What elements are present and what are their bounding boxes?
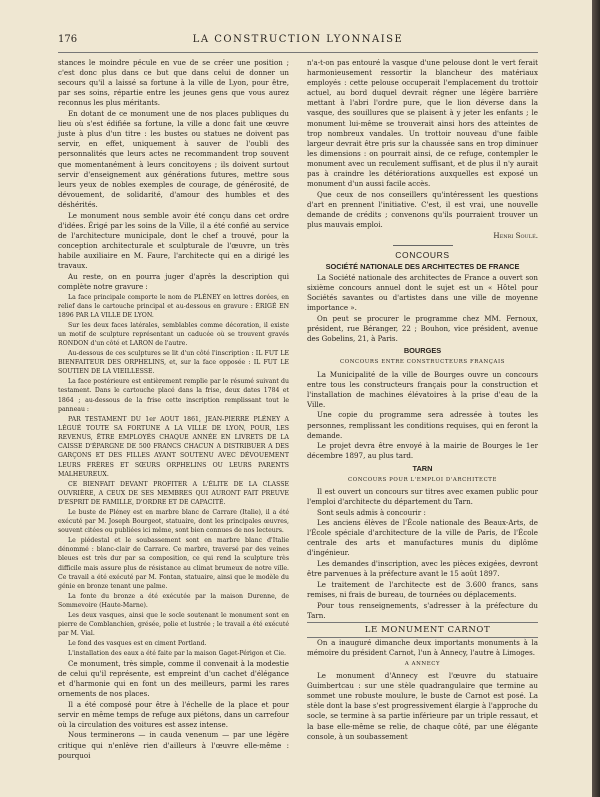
paragraph: Le projet devra être envoyé à la mairie de Bourges le 1er décembre 1897, au plus tard. <box>307 441 538 461</box>
subheading-bourges-detail: CONCOURS ENTRE CONSTRUCTEURS FRANÇAIS <box>339 359 506 366</box>
paragraph: Que ceux de nos conseillers qu'intéressent les questions d'art en prennent l'initiative. C'est, il est vrai, une nouvelle demande de crédits ; convenons qu'ils pourraient trouver un plus mauvais emploi. <box>307 189 538 230</box>
paragraph: Sont seuls admis à concourir : <box>317 507 426 517</box>
paragraph: Le traitement de l'architecte est de 3.600 francs, sans remises, ni frais de bureau, de tournées ou déplacements. <box>307 579 538 600</box>
description-paragraph: La face postérieure est entièrement remplie par le résumé suivant du testament. Dans le cartouche placé dans la frise, deux dates 1784 et 1864 ; au-dessous de la frise cette inscription remplissant tout le panneau : <box>58 378 289 413</box>
subheading-snaf: SOCIÉTÉ NATIONALE DES ARCHITECTES DE FRANCE <box>325 261 520 271</box>
description-paragraph: La fonte du bronze a été exécutée par la maison Durenne, de Sommevoire (Haute-Marne). <box>58 592 289 609</box>
paragraph: Au reste, on en pourra juger d'après la description qui complète notre gravure : <box>58 271 289 291</box>
header-rule <box>58 52 538 53</box>
description-paragraph: Les deux vasques, ainsi que le socle soutenant le monument sont en pierre de Comblanchien, grésée, polie et lustrée ; le travail a été exécuté par M. Vial. <box>58 611 289 638</box>
section-divider <box>393 245 453 246</box>
section-heading-concours: CONCOURS <box>395 249 450 260</box>
paragraph: Nous terminerons — in cauda venenum — par une légère critique qui n'enlève rien d'ailleurs à l'œuvre elle-même : pourquoi <box>58 730 289 760</box>
paragraph: stances le moindre pécule en vue de se créer une position ; c'est donc plus dans ce but que dans celui de donner un secours qu'il a laissé sa fortune à la ville de Lyon, pour être, par ses soins, répartie entre les jeunes gens que vous aurez reconnus les plus méritants. <box>58 58 289 108</box>
paragraph: Les anciens élèves de l'École nationale des Beaux-Arts, de l'École spéciale d'architecture de la ville de Paris, de l'École centrale des arts et manufactures munis du diplôme d'ingénieur. <box>307 518 538 558</box>
description-paragraph: La face principale comporte le nom de PLÉNEY en lettres dorées, en relief dans le cartouche principal et au-dessous en gravure : ÉRIGÉ EN 1896 PAR LA VILLE DE LYON. <box>58 293 289 319</box>
page-number: 176 <box>58 34 78 45</box>
paragraph: Le monument d'Annecy est l'œuvre du statuaire Guimbertcau : sur une stèle quadrangulaire que termine au sommet une robuste moulure, le buste de Carnot est posé. La stèle dont la base s'est progressivement élargie à l'approche du socle, se termine à sa partie inférieure par un triple ressaut, et la base elle-même se relie, de chaque côté, par une élégante console, à un soubassement <box>307 671 538 741</box>
paragraph: Les demandes d'inscription, avec les pièces exigées, devront être parvenues à la préfecture avant le 15 août 1897. <box>307 559 538 579</box>
paragraph: Une copie du programme sera adressée à toutes les personnes, remplissant les conditions requises, qui en feront la demande. <box>307 410 538 440</box>
description-paragraph: Sur les deux faces latérales, semblables comme décoration, il existe un motif de sculpture représentant un caducée où se trouvent gravés RONDON d'un côté et LARON de l'autre. <box>58 321 289 348</box>
subheading-tarn-detail: CONCOURS POUR L'EMPLOI D'ARCHITECTE <box>347 476 498 483</box>
paragraph: La Société nationale des architectes de France a ouvert son sixième concours annuel dont le sujet est un « Hôtel pour Sociétés savantes ou d'artistes dans une ville de moyenne importance ». <box>307 273 538 313</box>
paragraph: En dotant de ce monument une de nos places publiques du lieu où s'est édifiée sa fortune, la ville a donc fait une œuvre juste à plus d'un titre : les bustes ou statues ne doivent pas servir, en effet, uniquement à sauver de l'oubli des personnalités que leurs actes ne recommandent trop souvent que momentanément à leurs concitoyens ; ils doivent surtout servir d'enseignement aux générations futures, mettre sous leurs yeux de nobles exemples de courage, de générosité, de dévouement, de solidarité, d'amour des humbles et des déshérités. <box>58 109 289 209</box>
paragraph: La Municipalité de la ville de Bourges ouvre un concours entre tous les constructeurs français pour la construction et l'installation de machines élévatoires à la prise d'eau de la Ville. <box>307 369 538 409</box>
left-column <box>58 58 289 761</box>
description-paragraph: Le buste de Pléney est en marbre blanc de Carrare (Italie), il a été exécuté par M. Joseph Bourgeot, statuaire, dont les principales œuvres, souvent citées ou publiées ici même, sont bien connues de nos lecteurs. <box>58 508 289 535</box>
paragraph: On a inauguré dimanche deux importants monuments à la mémoire du président Carnot, l'un à Annecy, l'autre à Limoges. <box>307 638 538 658</box>
subheading-annecy: A ANNECY <box>404 660 441 667</box>
paragraph: Pour tous renseignements, s'adresser à la préfecture du Tarn. <box>307 600 538 620</box>
description-paragraph: Au-dessous de ces sculptures se lit d'un côté l'inscription : IL FUT LE BIENFAITEUR DES ORPHELINS, et, sur la face opposée : IL FUT LE SOUTIEN DE LA VIEILLESSE. <box>58 349 289 376</box>
inscription-text: CE BIENFAIT DEVANT PROFITER A L'ÉLITE DE LA CLASSE OUVRIÈRE, A CEUX DE SES MEMBRES QUI AURONT FAIT PREUVE D'ESPRIT DE FAMILLE, D'ORDRE ET DE CAPACITÉ. <box>58 480 289 506</box>
section-heading-monument-carnot: LE MONUMENT CARNOT <box>307 622 538 638</box>
paragraph: On peut se procurer le programme chez MM. Fernoux, président, rue Béranger, 22 ; Bouhon, vice président, avenue des Gobelins, 21, à Paris. <box>307 314 538 344</box>
paragraph: n'a-t-on pas entouré la vasque d'une pelouse dont le vert ferait harmonieusement ressortir la blancheur des matériaux employés : cette pelouse occuperait l'emplacement du trottoir actuel, au bord duquel devrait régner une légère barrière mettant à l'abri l'ordre pure, que le lion déverse dans la vasque, des souillures que se plaisent à y jeter les enfants ; le monument lui-même se trouverait ainsi hors des atteintes de trop nombreux vandales. Un trottoir nouveau d'une faible largeur devrait être pris sur la chaussée sans en trop diminuer les dimensions : on pourrait ainsi, de ce refuge, contempler le monument avec un reculement suffisant, et de plus il n'y aurait pas à craindre les détériorations auxquelles est exposé un monument d'un aussi facile accès. <box>307 58 538 189</box>
subheading-tarn: TARN <box>412 463 433 473</box>
description-paragraph: L'installation des eaux a été faite par la maison Gaget-Périgon et Cie. <box>68 649 286 657</box>
page-header <box>58 34 538 48</box>
subheading-bourges: BOURGES <box>403 346 442 356</box>
paragraph: Il a été composé pour être à l'échelle de la place et pour servir en même temps de refuge aux piétons, dans un carrefour où la circulation des voitures est assez intense. <box>58 699 289 729</box>
paragraph: Ce monument, très simple, comme il convenait à la modestie de celui qu'il représente, est empreint d'un cachet d'élégance et d'harmonie qui en font un des meilleurs, parmi les rares ornements de nos places. <box>58 658 289 698</box>
author-signature: Henri Soulé. <box>493 230 538 240</box>
description-paragraph: Le fond des vasques est en ciment Portland. <box>68 639 207 647</box>
paragraph: Il est ouvert un concours sur titres avec examen public pour l'emploi d'architecte du département du Tarn. <box>307 486 538 506</box>
inscription-text: PAR TESTAMENT DU 1er AOUT 1861, JEAN-PIERRE PLÉNEY A LÉGUÉ TOUTE SA FORTUNE A LA VILLE DE LYON, POUR, LES REVENUS, ÊTRE EMPLOYÉS CHAQUE ANNÉE EN LIVRETS DE LA CAISSE D'ÉPARGNE DE 500 FRANCS CHACUN A DISTRIBUER A DES GARÇONS ET DES FILLES AYANT SOUTENU AVEC DÉVOUEMENT LEURS FRÈRES ET SŒURS ORPHELINS OU LEURS PARENTS MALHEUREUX. <box>58 415 289 478</box>
journal-title: LA CONSTRUCTION LYONNAISE <box>192 34 404 45</box>
right-column <box>307 58 538 742</box>
page-edge <box>592 0 600 797</box>
paragraph: Le monument nous semble avoir été conçu dans cet ordre d'idées. Érigé par les soins de la Ville, il a été confié au service de l'architecture municipale, dont le chef a trouvé, pour la conception architecturale et sculpturale de l'œuvre, un très habile auxiliaire en M. Faure, l'architecte qui en a dirigé les travaux. <box>58 210 289 271</box>
description-paragraph: Le piédestal et le soubassement sont en marbre blanc d'Italie dénommé : blanc-clair de Carrare. Ce marbre, traversé par des veines bleues est très dur par sa composition, ce qui rend la sculpture très difficile mais assure plus de résistance au climat brumeux de notre ville. Ce travail a été exécuté par M. Fontan, statuaire, ainsi que le modèle du génie en bronze tenant une palme. <box>58 536 289 590</box>
